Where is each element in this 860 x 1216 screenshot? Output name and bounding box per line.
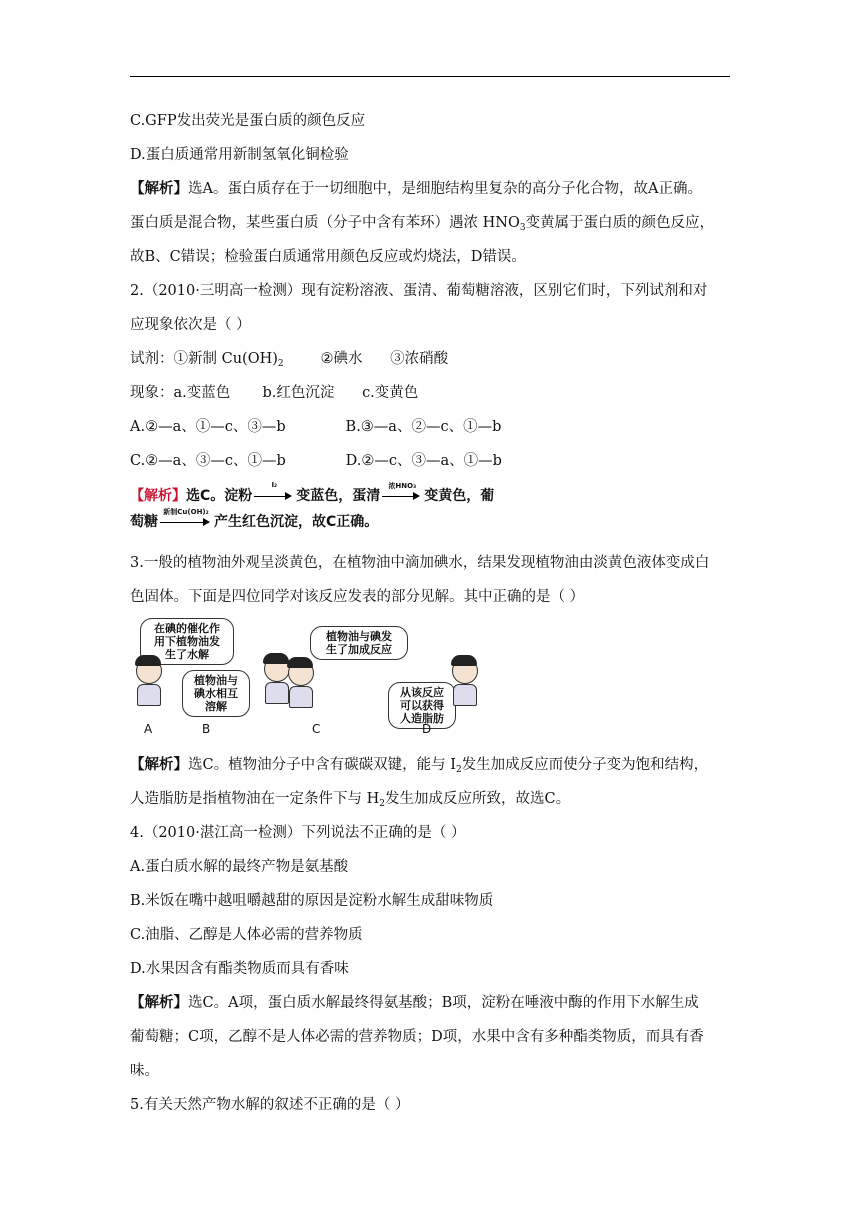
question-4-option-a: A.蛋白质水解的最终产物是氨基酸 [130, 859, 349, 875]
figure-label-c: C [312, 722, 321, 736]
question-5-stem: 5.有关天然产物水解的叙述不正确的是（ ） [130, 1097, 410, 1113]
analysis-2-line2: 萄糖 新制Cu(OH)₂ 产生红色沉淀，故C正确。 [130, 508, 379, 530]
question-4-option-b: B.米饭在嘴中越咀嚼越甜的原因是淀粉水解生成甜味物质 [130, 893, 494, 909]
speech-bubble-a: 在碘的催化作 用下植物油发 生了水解 [140, 618, 234, 665]
option-d-protein-test: D.蛋白质通常用新制氢氧化铜检验 [130, 147, 349, 163]
question-3-figure [130, 614, 496, 738]
analysis-4-line3: 味。 [130, 1063, 159, 1079]
analysis-4-line1: 【解析】选C。A项，蛋白质水解最终得氨基酸；B项，淀粉在唾液中酶的作用下水解生成 [130, 994, 699, 1011]
question-2-phenomena: 现象：a.变蓝色 b.红色沉淀 c.变黄色 [130, 385, 419, 401]
question-4-stem: 4.（2010·湛江高一检测）下列说法不正确的是（ ） [130, 825, 466, 841]
analysis-3-line1: 【解析】选C。植物油分子中含有碳碳双键，能与 $I_2$发生加成反应而使分子变为饱和结构， [130, 756, 709, 775]
figure-label-d: D [422, 722, 432, 736]
analysis-1-line3: 故B、C错误；检验蛋白质通常用颜色反应或灼烧法，D错误。 [130, 249, 526, 265]
analysis-2-line1: 【解析】选C。淀粉 I₂ 变蓝色，蛋清 浓HNO₃ 变黄色，葡 [130, 481, 495, 504]
header-rule [130, 76, 730, 77]
question-4-option-c: C.油脂、乙醇是人体必需的营养物质 [130, 927, 363, 943]
speech-bubble-d: 从该反应 可以获得 人造脂肪 [388, 682, 456, 729]
analysis-tag: 【解析】 [130, 994, 188, 1011]
speech-bubble-b: 植物油与 碘水相互 溶解 [182, 670, 250, 717]
analysis-1-line2: 蛋白质是混合物，某些蛋白质（分子中含有苯环）遇浓 $HNO_3$变黄属于蛋白质的颜色反应， [130, 215, 715, 233]
analysis-tag: 【解析】 [130, 756, 188, 773]
analysis-1-line1: 【解析】选A。蛋白质存在于一切细胞中，是细胞结构里复杂的高分子化合物，故A正确。 [130, 180, 702, 197]
question-3-stem: 3.一般的植物油外观呈淡黄色，在植物油中滴加碘水，结果发现植物油由淡黄色液体变成白 [130, 555, 710, 571]
question-2-stem: 2.（2010·三明高一检测）现有淀粉溶液、蛋清、葡萄糖溶液，区别它们时，下列试剂和对 [130, 283, 708, 299]
option-c-gfp: C.GFP发出荧光是蛋白质的颜色反应 [130, 113, 366, 129]
figure-label-a: A [144, 722, 153, 736]
question-2-stem-cont: 应现象依次是（ ） [130, 317, 251, 333]
reaction-arrow: 新制Cu(OH)₂ [160, 515, 212, 529]
speech-bubble-c: 植物油与碘发 生了加成反应 [310, 626, 408, 660]
question-3-stem-cont: 色固体。下面是四位同学对该反应发表的部分见解。其中正确的是（ ） [130, 589, 585, 605]
analysis-tag: 【解析】 [130, 488, 186, 504]
analysis-4-line2: 葡萄糖；C项，乙醇不是人体必需的营养物质；D项，水果中含有多种酯类物质，而具有香 [130, 1029, 704, 1045]
question-2-options-cd: C.②—a、③—c、①—b D.②—c、③—a、①—b [130, 453, 502, 469]
question-2-reagents: 试剂：①新制 $Cu(OH)_2$ ②碘水 ③浓硝酸 [130, 351, 449, 369]
question-4-option-d: D.水果因含有酯类物质而具有香味 [130, 961, 349, 977]
reaction-arrow: I₂ [254, 489, 294, 503]
analysis-tag: 【解析】 [130, 180, 188, 197]
analysis-3-line2: 人造脂肪是指植物油在一定条件下与 $H_2$发生加成反应所致，故选C。 [130, 791, 571, 809]
reaction-arrow: 浓HNO₃ [382, 489, 422, 503]
figure-label-b: B [202, 722, 211, 736]
question-2-options-ab: A.②—a、①—c、③—b B.③—a、②—c、①—b [130, 419, 502, 435]
